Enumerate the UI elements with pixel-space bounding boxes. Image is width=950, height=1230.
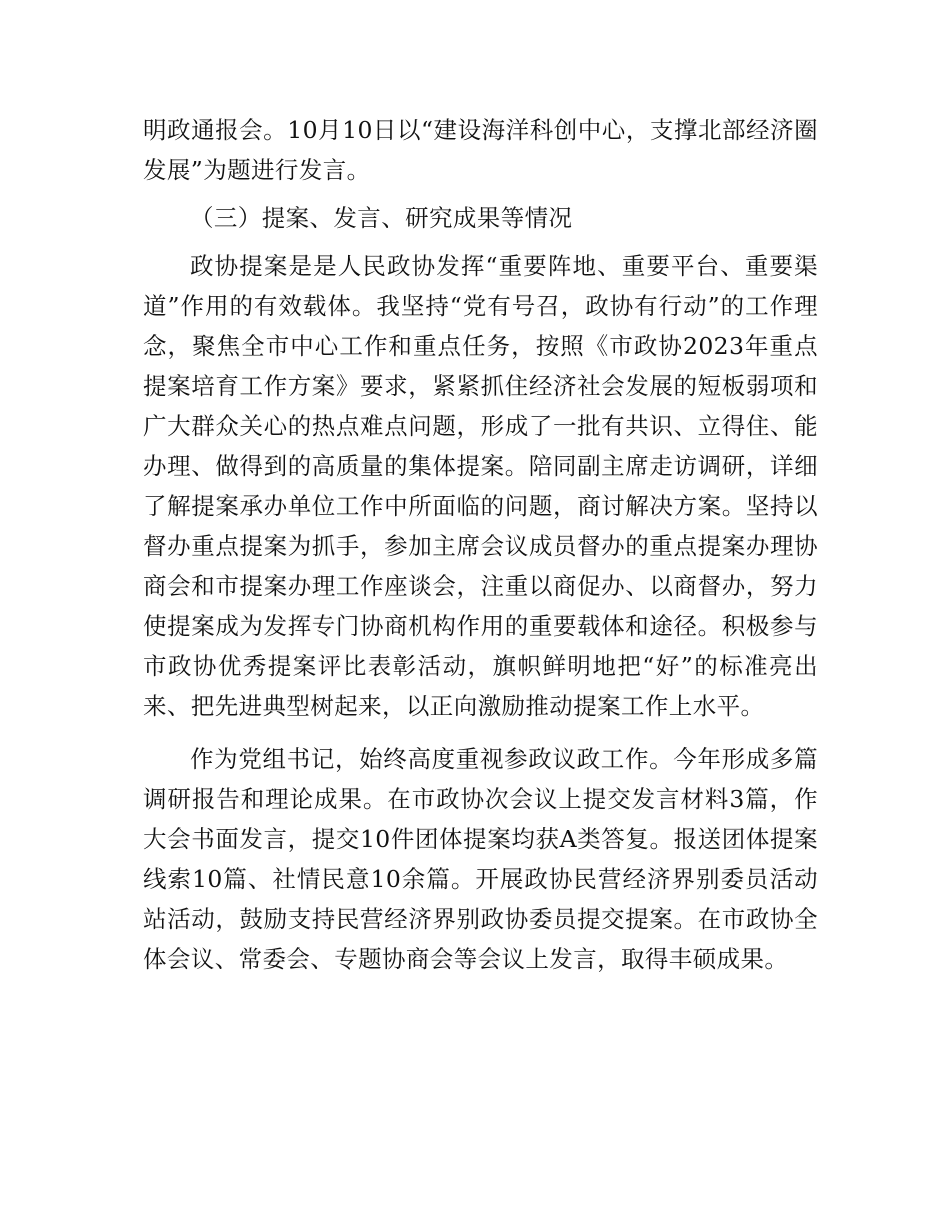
continuation-paragraph: 明政通报会。10月10日以“建设海洋科创中心，支撑北部经济圈发展”为题进行发言。 bbox=[143, 116, 818, 184]
section-heading: （三）提案、发言、研究成果等情况 bbox=[190, 204, 573, 232]
body-paragraph-proposals: 政协提案是是人民政协发挥“重要阵地、重要平台、重要渠道”作用的有效载体。我坚持“党有号召，政协有行动”的工作理念，聚焦全市中心工作和重点任务，按照《市政协2023年重点提案培育工作方案》要求，紧紧抓住经济社会发展的短板弱项和广大群众关心的热点难点问题，形成了一批有共识、立得住、能办理、做得到的高质量的集体提案。陪同副主席走访调研，详细了解提案承办单位工作中所面临的问题，商讨解决方案。坚持以督办重点提案为抓手，参加主席会议成员督办的重点提案办理协商会和市提案办理工作座谈会，注重以商促办、以商督办，努力使提案成为发挥专门协商机构作用的重要载体和途径。积极参与市政协优秀提案评比表彰活动，旗帜鲜明地把“好”的标准亮出来、把先进典型树起来，以正向激励推动提案工作上水平。 bbox=[143, 252, 818, 720]
body-paragraph-achievements: 作为党组书记，始终高度重视参政议政工作。今年形成多篇调研报告和理论成果。在市政协次会议上提交发言材料3篇，作大会书面发言，提交10件团体提案均获A类答复。报送团体提案线索10篇、社情民意10余篇。开展政协民营经济界别委员活动站活动，鼓励支持民营经济界别政协委员提交提案。在市政协全体会议、常委会、专题协商会等会议上发言，取得丰硕成果。 bbox=[143, 745, 818, 973]
document-body bbox=[143, 110, 818, 979]
